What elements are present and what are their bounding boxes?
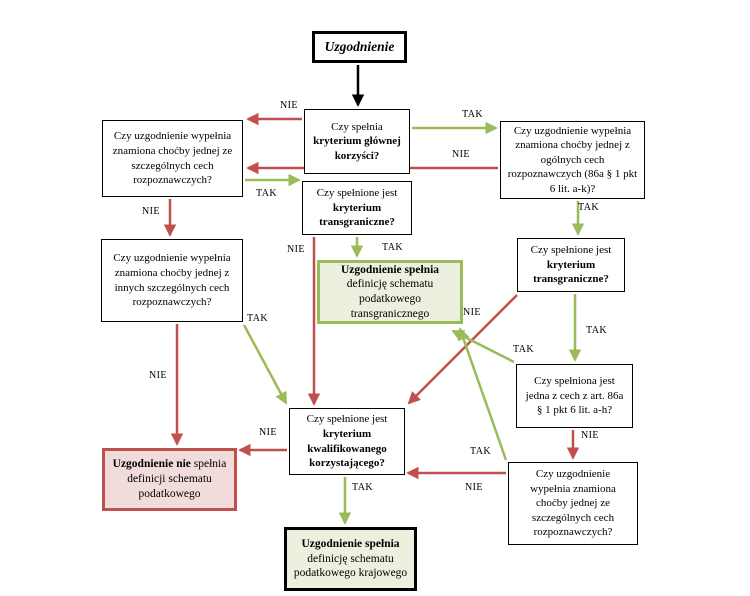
node-text: Czy uzgodnienie wypełnia znamiona choćby jednej z innych szczególnych cech rozpoznawczych? <box>113 252 231 309</box>
edge-label-art86a-tak: TAK <box>513 344 534 355</box>
node-specific-hallmarks-right <box>508 462 638 545</box>
node-text-lead: Czy spełnia <box>331 120 383 133</box>
node-art86a-features <box>516 364 633 428</box>
node-text: Czy uzgodnienie wypełnia znamiona choćby jednej ze szczególnych cech rozpoznawczych? <box>530 468 616 539</box>
node-text <box>313 120 401 164</box>
edge-label-right-specific-nie: NIE <box>465 482 483 493</box>
node-text <box>524 243 618 287</box>
edge-label-qualified-tak: TAK <box>352 482 373 493</box>
node-text-lead: Czy spełnione jest <box>530 244 612 257</box>
node-text <box>326 263 454 322</box>
node-other-specific-hallmarks <box>101 239 243 322</box>
edge-label-qualified-nie: NIE <box>259 427 277 438</box>
node-main-benefit-criterion <box>304 109 410 174</box>
edge-label-right-specific-tak: TAK <box>470 446 491 457</box>
edge-label-right-crossborder-tak: TAK <box>586 325 607 336</box>
node-text-emph: kryterium transgraniczne? <box>533 258 609 286</box>
edge-label-right-general-nie: NIE <box>452 149 470 160</box>
node-text <box>111 457 228 501</box>
node-text-rest: spełnia definicji schematu podatkowego <box>127 458 227 500</box>
node-text: Czy uzgodnienie wypełnia znamiona choćby jednej ze szczególnych cech rozpoznawczych? <box>112 130 233 187</box>
edge-label-left-specific-nie: NIE <box>142 206 160 217</box>
node-text-rest: definicję schematu podatkowego transgranicznego <box>346 278 434 320</box>
edge-label-mid-crossborder-tak: TAK <box>382 242 403 253</box>
node-text-lead: Czy spełnione jest <box>316 187 398 200</box>
edge-label-right-crossborder-nie: NIE <box>463 307 481 318</box>
node-text-emph: Uzgodnienie spełnia <box>301 537 400 550</box>
node-text: Czy spełniona jest jedna z cech z art. 86a § 1 pkt 6 lit. a-h? <box>525 375 624 417</box>
edge-label-right-general-tak: TAK <box>578 202 599 213</box>
edge-label-art86a-nie: NIE <box>581 430 599 441</box>
node-specific-hallmarks-left <box>102 120 243 197</box>
node-crossborder-criterion-mid <box>302 181 412 235</box>
edge-label-left-other-nie: NIE <box>149 370 167 381</box>
edge-label-main-benefit-tak: TAK <box>462 109 483 120</box>
node-not-tax-scheme-result <box>102 448 237 511</box>
node-text-emph: Uzgodnienie spełnia <box>340 263 440 276</box>
node-text <box>309 186 405 230</box>
node-text-emph: Uzgodnienie nie <box>112 458 191 471</box>
edge-label-left-other-tak: TAK <box>247 313 268 324</box>
node-text-rest: definicję schematu podatkowego krajowego <box>293 552 408 580</box>
node-text: Czy uzgodnienie wypełnia znamiona choćby jednej z ogólnych cech rozpoznawczych (86a § 1 pkt 6 lit. a-k)? <box>507 124 638 195</box>
edge-label-main-benefit-nie: NIE <box>280 100 298 111</box>
edge-label-left-specific-tak: TAK <box>256 188 277 199</box>
node-text: Uzgodnienie <box>324 39 395 55</box>
node-domestic-scheme-result <box>284 527 417 591</box>
node-text <box>293 537 408 581</box>
node-text-lead: Czy spełnione jest <box>306 413 388 426</box>
node-general-hallmarks <box>500 121 645 199</box>
node-text-emph: kryterium kwalifikowanego korzystającego? <box>307 427 387 470</box>
node-text-emph: kryterium głównej korzyści? <box>313 135 401 162</box>
node-crossborder-scheme-result <box>317 260 463 324</box>
node-text-emph: kryterium transgraniczne? <box>319 201 395 229</box>
node-uzgodnienie <box>312 31 407 63</box>
node-qualified-beneficiary-criterion <box>289 408 405 475</box>
edge-label-mid-crossborder-nie: NIE <box>287 244 305 255</box>
node-crossborder-criterion-right <box>517 238 625 292</box>
node-text <box>296 412 398 470</box>
